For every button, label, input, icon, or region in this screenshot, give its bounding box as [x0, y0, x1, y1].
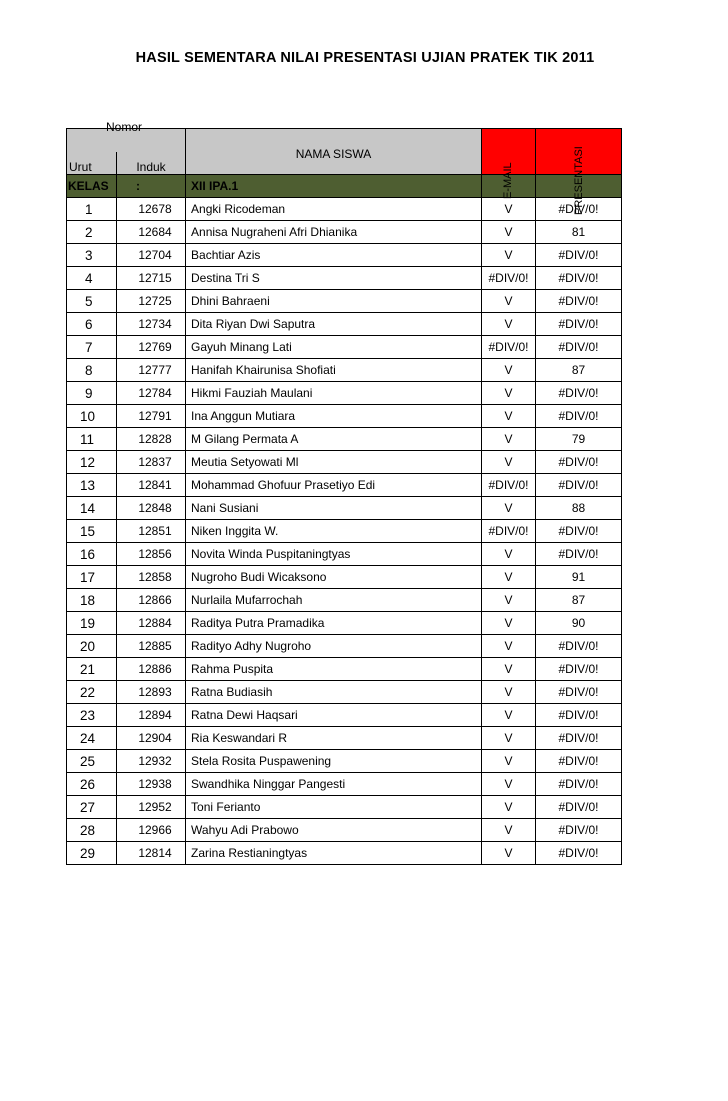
row-presentasi-score: #DIV/0! [536, 313, 622, 336]
header-email-label: E-MAIL [502, 162, 515, 199]
row-email-status: V [482, 796, 536, 819]
table-row [67, 451, 622, 474]
row-email-status: #DIV/0! [482, 267, 536, 290]
row-email-status: V [482, 405, 536, 428]
row-presentasi-score: #DIV/0! [536, 198, 622, 221]
row-student-name: Rahma Puspita [186, 658, 482, 681]
row-induk: 12684 [117, 221, 186, 244]
header-email [482, 129, 536, 199]
row-induk: 12678 [117, 198, 186, 221]
row-email-status: V [482, 221, 536, 244]
row-number: 9 [67, 382, 117, 405]
table-row [67, 796, 622, 819]
table-row [67, 704, 622, 727]
row-induk: 12894 [117, 704, 186, 727]
table-row [67, 658, 622, 681]
row-email-status: #DIV/0! [482, 336, 536, 359]
table-row [67, 474, 622, 497]
row-presentasi-score: #DIV/0! [536, 635, 622, 658]
table-row [67, 359, 622, 382]
row-presentasi-score: #DIV/0! [536, 842, 622, 865]
table-row [67, 405, 622, 428]
row-student-name: Hanifah Khairunisa Shofiati [186, 359, 482, 382]
row-induk: 12858 [117, 566, 186, 589]
row-student-name: Ratna Dewi Haqsari [186, 704, 482, 727]
row-presentasi-score: #DIV/0! [536, 658, 622, 681]
row-presentasi-score: #DIV/0! [536, 681, 622, 704]
row-induk: 12952 [117, 796, 186, 819]
row-induk: 12893 [117, 681, 186, 704]
row-presentasi-score: 79 [536, 428, 622, 451]
row-email-status: #DIV/0! [482, 474, 536, 497]
row-email-status: V [482, 842, 536, 865]
table-row [67, 566, 622, 589]
row-number: 14 [67, 497, 117, 520]
header-presentasi-label: PRESENTASI [573, 146, 586, 215]
table-row [67, 842, 622, 865]
row-email-status: V [482, 658, 536, 681]
row-number: 17 [67, 566, 117, 589]
row-email-status: V [482, 451, 536, 474]
table-row [67, 336, 622, 359]
row-number: 19 [67, 612, 117, 635]
row-number: 10 [67, 405, 117, 428]
table-row [67, 727, 622, 750]
row-student-name: Bachtiar Azis [186, 244, 482, 267]
table-row [67, 497, 622, 520]
row-email-status: V [482, 198, 536, 221]
table-row [67, 773, 622, 796]
row-induk: 12848 [117, 497, 186, 520]
header-induk: Induk [117, 152, 186, 175]
row-induk: 12866 [117, 589, 186, 612]
row-email-status: V [482, 589, 536, 612]
row-email-status: #DIV/0! [482, 520, 536, 543]
table-row [67, 520, 622, 543]
table-row [67, 267, 622, 290]
row-student-name: Angki Ricodeman [186, 198, 482, 221]
row-induk: 12932 [117, 750, 186, 773]
row-email-status: V [482, 773, 536, 796]
row-student-name: Raditya Putra Pramadika [186, 612, 482, 635]
row-induk: 12966 [117, 819, 186, 842]
row-email-status: V [482, 244, 536, 267]
header-nomor-label: Nomor [106, 120, 143, 135]
row-number: 18 [67, 589, 117, 612]
row-presentasi-score: 91 [536, 566, 622, 589]
results-table [66, 120, 622, 865]
row-induk: 12938 [117, 773, 186, 796]
header-urut: Urut [67, 152, 117, 175]
row-email-status: V [482, 566, 536, 589]
row-email-status: V [482, 704, 536, 727]
table-row [67, 382, 622, 405]
row-number: 12 [67, 451, 117, 474]
row-number: 22 [67, 681, 117, 704]
header-nama-label: NAMA SISWA [295, 146, 372, 161]
row-presentasi-score: 81 [536, 221, 622, 244]
table-row [67, 313, 622, 336]
row-number: 23 [67, 704, 117, 727]
row-number: 1 [67, 198, 117, 221]
table-row [67, 221, 622, 244]
row-email-status: V [482, 819, 536, 842]
header-nomor [67, 120, 186, 152]
row-presentasi-score: #DIV/0! [536, 750, 622, 773]
row-induk: 12814 [117, 842, 186, 865]
row-student-name: Stela Rosita Puspawening [186, 750, 482, 773]
header-nama-siswa [186, 129, 482, 175]
row-student-name: Dhini Bahraeni [186, 290, 482, 313]
row-presentasi-score: #DIV/0! [536, 773, 622, 796]
row-student-name: Annisa Nugraheni Afri Dhianika [186, 221, 482, 244]
kelas-colon: : [117, 175, 186, 198]
row-presentasi-score: #DIV/0! [536, 336, 622, 359]
row-email-status: V [482, 313, 536, 336]
row-number: 26 [67, 773, 117, 796]
row-induk: 12725 [117, 290, 186, 313]
table-row [67, 612, 622, 635]
row-student-name: Ria Keswandari R [186, 727, 482, 750]
row-student-name: Nugroho Budi Wicaksono [186, 566, 482, 589]
row-induk: 12777 [117, 359, 186, 382]
row-number: 2 [67, 221, 117, 244]
table-row [67, 681, 622, 704]
row-presentasi-score: 87 [536, 589, 622, 612]
row-email-status: V [482, 727, 536, 750]
row-number: 25 [67, 750, 117, 773]
row-email-status: V [482, 612, 536, 635]
row-student-name: Destina Tri S [186, 267, 482, 290]
row-induk: 12769 [117, 336, 186, 359]
table-row [67, 428, 622, 451]
row-induk: 12791 [117, 405, 186, 428]
row-presentasi-score: 87 [536, 359, 622, 382]
row-presentasi-score: 88 [536, 497, 622, 520]
row-student-name: Ina Anggun Mutiara [186, 405, 482, 428]
row-presentasi-score: #DIV/0! [536, 382, 622, 405]
row-student-name: Swandhika Ninggar Pangesti [186, 773, 482, 796]
row-student-name: Zarina Restianingtyas [186, 842, 482, 865]
row-student-name: Novita Winda Puspitaningtyas [186, 543, 482, 566]
table-row [67, 589, 622, 612]
page-title: HASIL SEMENTARA NILAI PRESENTASI UJIAN PRATEK TIK 2011 [135, 50, 595, 66]
kelas-label: KELAS [67, 175, 117, 198]
row-number: 24 [67, 727, 117, 750]
row-presentasi-score: #DIV/0! [536, 704, 622, 727]
row-number: 15 [67, 520, 117, 543]
row-induk: 12828 [117, 428, 186, 451]
table-row [67, 244, 622, 267]
row-number: 29 [67, 842, 117, 865]
row-induk: 12837 [117, 451, 186, 474]
row-presentasi-score: #DIV/0! [536, 267, 622, 290]
row-induk: 12734 [117, 313, 186, 336]
table-row [67, 819, 622, 842]
table-row [67, 543, 622, 566]
row-email-status: V [482, 543, 536, 566]
row-email-status: V [482, 359, 536, 382]
row-number: 11 [67, 428, 117, 451]
kelas-row [67, 175, 622, 198]
row-student-name: Niken Inggita W. [186, 520, 482, 543]
row-email-status: V [482, 290, 536, 313]
row-email-status: V [482, 428, 536, 451]
row-presentasi-score: #DIV/0! [536, 796, 622, 819]
row-number: 6 [67, 313, 117, 336]
row-induk: 12856 [117, 543, 186, 566]
row-induk: 12704 [117, 244, 186, 267]
row-email-status: V [482, 681, 536, 704]
row-student-name: Nani Susiani [186, 497, 482, 520]
row-student-name: Wahyu Adi Prabowo [186, 819, 482, 842]
row-induk: 12885 [117, 635, 186, 658]
row-presentasi-score: #DIV/0! [536, 290, 622, 313]
row-presentasi-score: #DIV/0! [536, 451, 622, 474]
row-student-name: Mohammad Ghofuur Prasetiyo Edi [186, 474, 482, 497]
table-row [67, 198, 622, 221]
row-induk: 12841 [117, 474, 186, 497]
row-presentasi-score: 90 [536, 612, 622, 635]
row-student-name: M Gilang Permata A [186, 428, 482, 451]
row-number: 7 [67, 336, 117, 359]
header-row-top [67, 129, 622, 152]
row-student-name: Ratna Budiasih [186, 681, 482, 704]
row-number: 3 [67, 244, 117, 267]
row-number: 8 [67, 359, 117, 382]
table-row [67, 750, 622, 773]
table-row [67, 635, 622, 658]
row-email-status: V [482, 497, 536, 520]
row-student-name: Meutia Setyowati Ml [186, 451, 482, 474]
row-student-name: Toni Ferianto [186, 796, 482, 819]
row-induk: 12886 [117, 658, 186, 681]
row-student-name: Dita Riyan Dwi Saputra [186, 313, 482, 336]
row-number: 5 [67, 290, 117, 313]
row-number: 13 [67, 474, 117, 497]
row-presentasi-score: #DIV/0! [536, 520, 622, 543]
row-email-status: V [482, 382, 536, 405]
row-student-name: Hikmi Fauziah Maulani [186, 382, 482, 405]
row-induk: 12851 [117, 520, 186, 543]
row-induk: 12884 [117, 612, 186, 635]
row-number: 20 [67, 635, 117, 658]
row-induk: 12784 [117, 382, 186, 405]
row-presentasi-score: #DIV/0! [536, 244, 622, 267]
row-presentasi-score: #DIV/0! [536, 405, 622, 428]
row-presentasi-score: #DIV/0! [536, 727, 622, 750]
row-email-status: V [482, 635, 536, 658]
row-number: 28 [67, 819, 117, 842]
row-presentasi-score: #DIV/0! [536, 543, 622, 566]
row-presentasi-score: #DIV/0! [536, 474, 622, 497]
row-number: 16 [67, 543, 117, 566]
row-student-name: Gayuh Minang Lati [186, 336, 482, 359]
table-row [67, 290, 622, 313]
row-student-name: Radityo Adhy Nugroho [186, 635, 482, 658]
row-number: 4 [67, 267, 117, 290]
row-email-status: V [482, 750, 536, 773]
row-student-name: Nurlaila Mufarrochah [186, 589, 482, 612]
row-induk: 12904 [117, 727, 186, 750]
row-number: 27 [67, 796, 117, 819]
row-number: 21 [67, 658, 117, 681]
kelas-class-name: XII IPA.1 [186, 175, 482, 198]
row-presentasi-score: #DIV/0! [536, 819, 622, 842]
row-induk: 12715 [117, 267, 186, 290]
